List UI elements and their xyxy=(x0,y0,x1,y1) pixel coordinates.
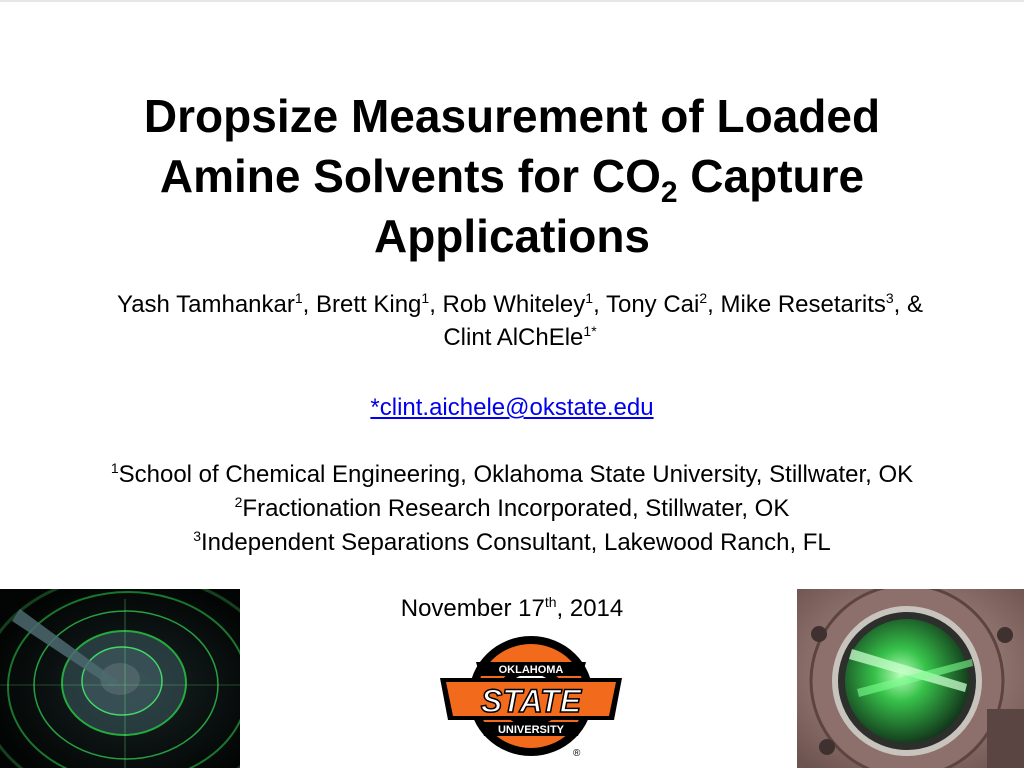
top-border xyxy=(0,0,1024,2)
title-line-2-end: Capture xyxy=(677,150,865,202)
title-line-1: Dropsize Measurement of Loaded xyxy=(143,90,881,142)
presentation-date: November 17th, 2014 xyxy=(400,594,624,622)
osu-logo xyxy=(436,632,626,760)
logo-text-top: OKLAHOMA xyxy=(498,664,564,676)
author: Rob Whiteley$^1$, xyxy=(442,290,606,318)
affiliation: $^2$Fractionation Research Incorporated, Stillwater, OK xyxy=(234,494,790,522)
author: Yash Tamhankar$^1$, xyxy=(116,290,317,318)
title-line-2 xyxy=(0,146,1024,209)
title-subscript: 2 xyxy=(660,176,678,209)
email-link[interactable]: *clint.aichele@okstate.edu xyxy=(370,394,654,421)
affiliation: $^1$School of Chemical Engineering, Oklahoma State University, Stillwater, OK xyxy=(110,460,914,488)
droplet-chamber-photo xyxy=(0,589,240,768)
logo-text-bottom: UNIVERSITY xyxy=(497,724,565,736)
logo-registered-mark: ® xyxy=(573,748,581,759)
author: Brett King$^1$, xyxy=(316,290,443,318)
author-list xyxy=(20,288,1020,354)
author: Mike Resetarits$^3$, & xyxy=(720,290,924,318)
chamber-image xyxy=(0,589,240,768)
contact-email xyxy=(0,393,1024,423)
laser-window-image xyxy=(797,589,1024,768)
slide-title xyxy=(0,86,1024,266)
affiliations xyxy=(0,458,1024,560)
affiliation: $^3$Independent Separations Consultant, Lakewood Ranch, FL xyxy=(193,528,831,556)
author: Clint AlChEle$^{1*}$ xyxy=(443,323,597,351)
title-line-2-text: Amine Solvents for CO xyxy=(159,150,661,202)
logo-text-middle: STATE xyxy=(480,683,582,719)
author: Tony Cai$^2$, xyxy=(605,290,721,318)
title-line-3: Applications xyxy=(373,210,651,262)
laser-window-photo xyxy=(797,589,1024,768)
